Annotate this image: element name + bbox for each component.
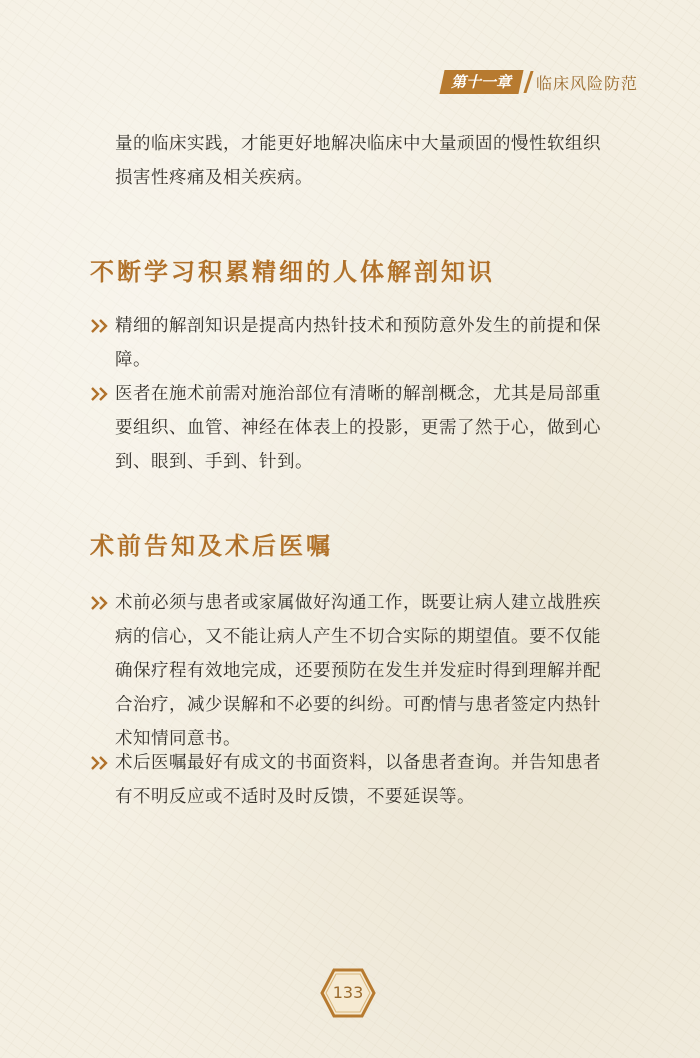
intro-paragraph: 量的临床实践，才能更好地解决临床中大量顽固的慢性软组织损害性疼痛及相关疾病。 [115, 134, 601, 188]
list-item-text: 医者在施术前需对施治部位有清晰的解剖概念，尤其是局部重要组织、血管、神经在体表上的投影，更需了然于心，做到心到、眼到、手到、针到。 [115, 384, 601, 472]
list-item [90, 586, 615, 756]
section-heading-consent: 术前告知及术后医嘱 [90, 531, 333, 560]
chapter-header [442, 70, 638, 94]
double-chevron-right-icon [90, 596, 110, 610]
list-item-text: 术后医嘱最好有成文的书面资料，以备患者查询。并告知患者有不明反应或不适时及时反馈，不要延误等。 [115, 753, 601, 807]
list-item-text: 精细的解剖知识是提高内热针技术和预防意外发生的前提和保障。 [115, 316, 601, 370]
header-divider [523, 71, 533, 93]
chapter-label-box [439, 70, 523, 94]
section-heading-anatomy: 不断学习积累精细的人体解剖知识 [90, 257, 495, 286]
list-item [90, 746, 615, 814]
page-number-badge [320, 968, 376, 1018]
list-item [90, 309, 615, 377]
list-item-text: 术前必须与患者或家属做好沟通工作，既要让病人建立战胜疾病的信心，又不能让病人产生不切合实际的期望值。要不仅能确保疗程有效地完成，还要预防在发生并发症时得到理解并配合治疗，减少误解和不必要的纠纷。可酌情与患者签定内热针术知情同意书。 [115, 593, 601, 749]
double-chevron-right-icon [90, 756, 110, 770]
chapter-title: 临床风险防范 [535, 73, 638, 93]
double-chevron-right-icon [90, 387, 110, 401]
page-number: 133 [332, 983, 364, 1002]
chapter-label: 第十一章 [450, 73, 511, 91]
double-chevron-right-icon [90, 319, 110, 333]
list-item [90, 377, 615, 479]
